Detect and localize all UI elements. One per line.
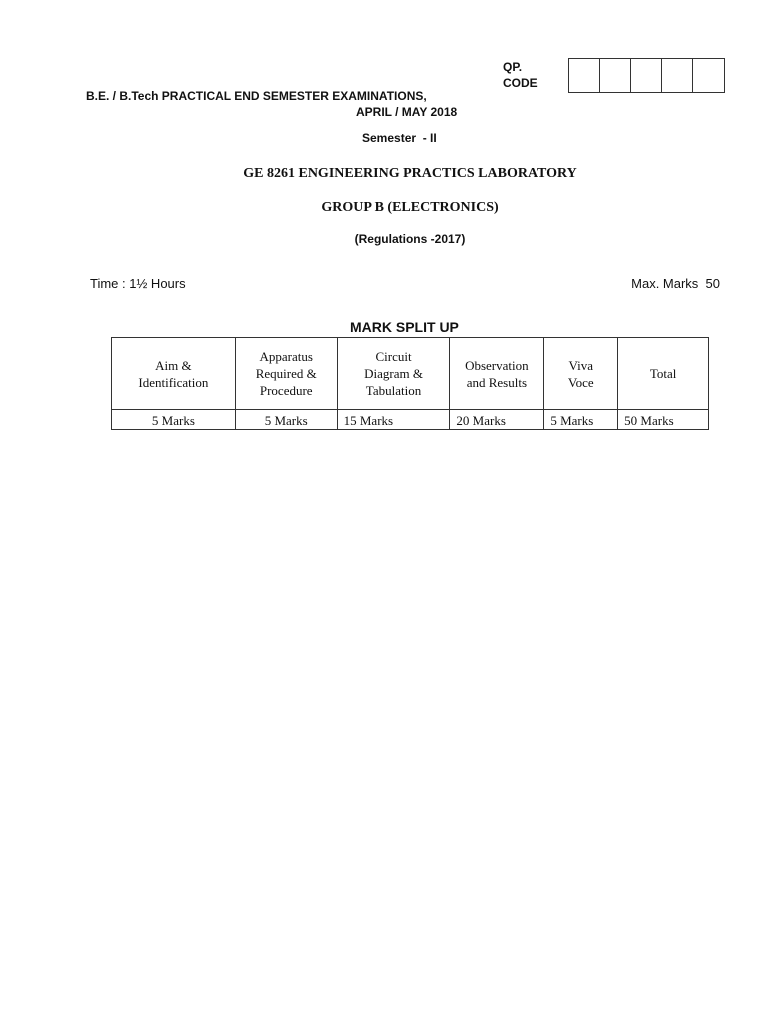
mark-split-title: MARK SPLIT UP — [350, 319, 459, 335]
qp-code-box[interactable] — [600, 59, 631, 92]
qp-code-box[interactable] — [569, 59, 600, 92]
header-cell: Apparatus Required & Procedure — [235, 338, 337, 410]
exam-title-line2: APRIL / MAY 2018 — [356, 105, 458, 119]
marks-cell: 20 Marks — [450, 410, 544, 430]
exam-time: Time : 1½ Hours — [90, 276, 186, 291]
header-cell: Viva Voce — [544, 338, 618, 410]
marks-cell: 5 Marks — [112, 410, 236, 430]
qp-label-line2: CODE — [503, 76, 538, 90]
qp-code-box[interactable] — [693, 59, 724, 92]
qp-code-boxes — [568, 58, 725, 93]
marks-cell: 15 Marks — [337, 410, 450, 430]
marks-cell: 5 Marks — [544, 410, 618, 430]
qp-label-line1: QP. — [503, 60, 523, 74]
regulations: (Regulations -2017) — [354, 232, 466, 246]
table-row — [112, 410, 709, 430]
marks-cell: 5 Marks — [235, 410, 337, 430]
course-name: GE 8261 ENGINEERING PRACTICS LABORATORY — [243, 166, 577, 181]
max-marks: Max. Marks 50 — [631, 276, 720, 291]
header-cell: Circuit Diagram & Tabulation — [337, 338, 450, 410]
semester: Semester - II — [362, 131, 437, 145]
header-cell: Observation and Results — [450, 338, 544, 410]
table-header-row — [112, 338, 709, 410]
marks-cell: 50 Marks — [618, 410, 709, 430]
qp-code-box[interactable] — [631, 59, 662, 92]
header-cell: Aim & Identification — [112, 338, 236, 410]
qp-code-label — [503, 59, 538, 91]
course-group: GROUP B (ELECTRONICS) — [321, 200, 499, 215]
exam-title-line1: B.E. / B.Tech PRACTICAL END SEMESTER EXAMINATIONS, — [86, 89, 427, 103]
qp-code-box[interactable] — [662, 59, 693, 92]
header-cell: Total — [618, 338, 709, 410]
mark-split-table — [111, 337, 709, 430]
